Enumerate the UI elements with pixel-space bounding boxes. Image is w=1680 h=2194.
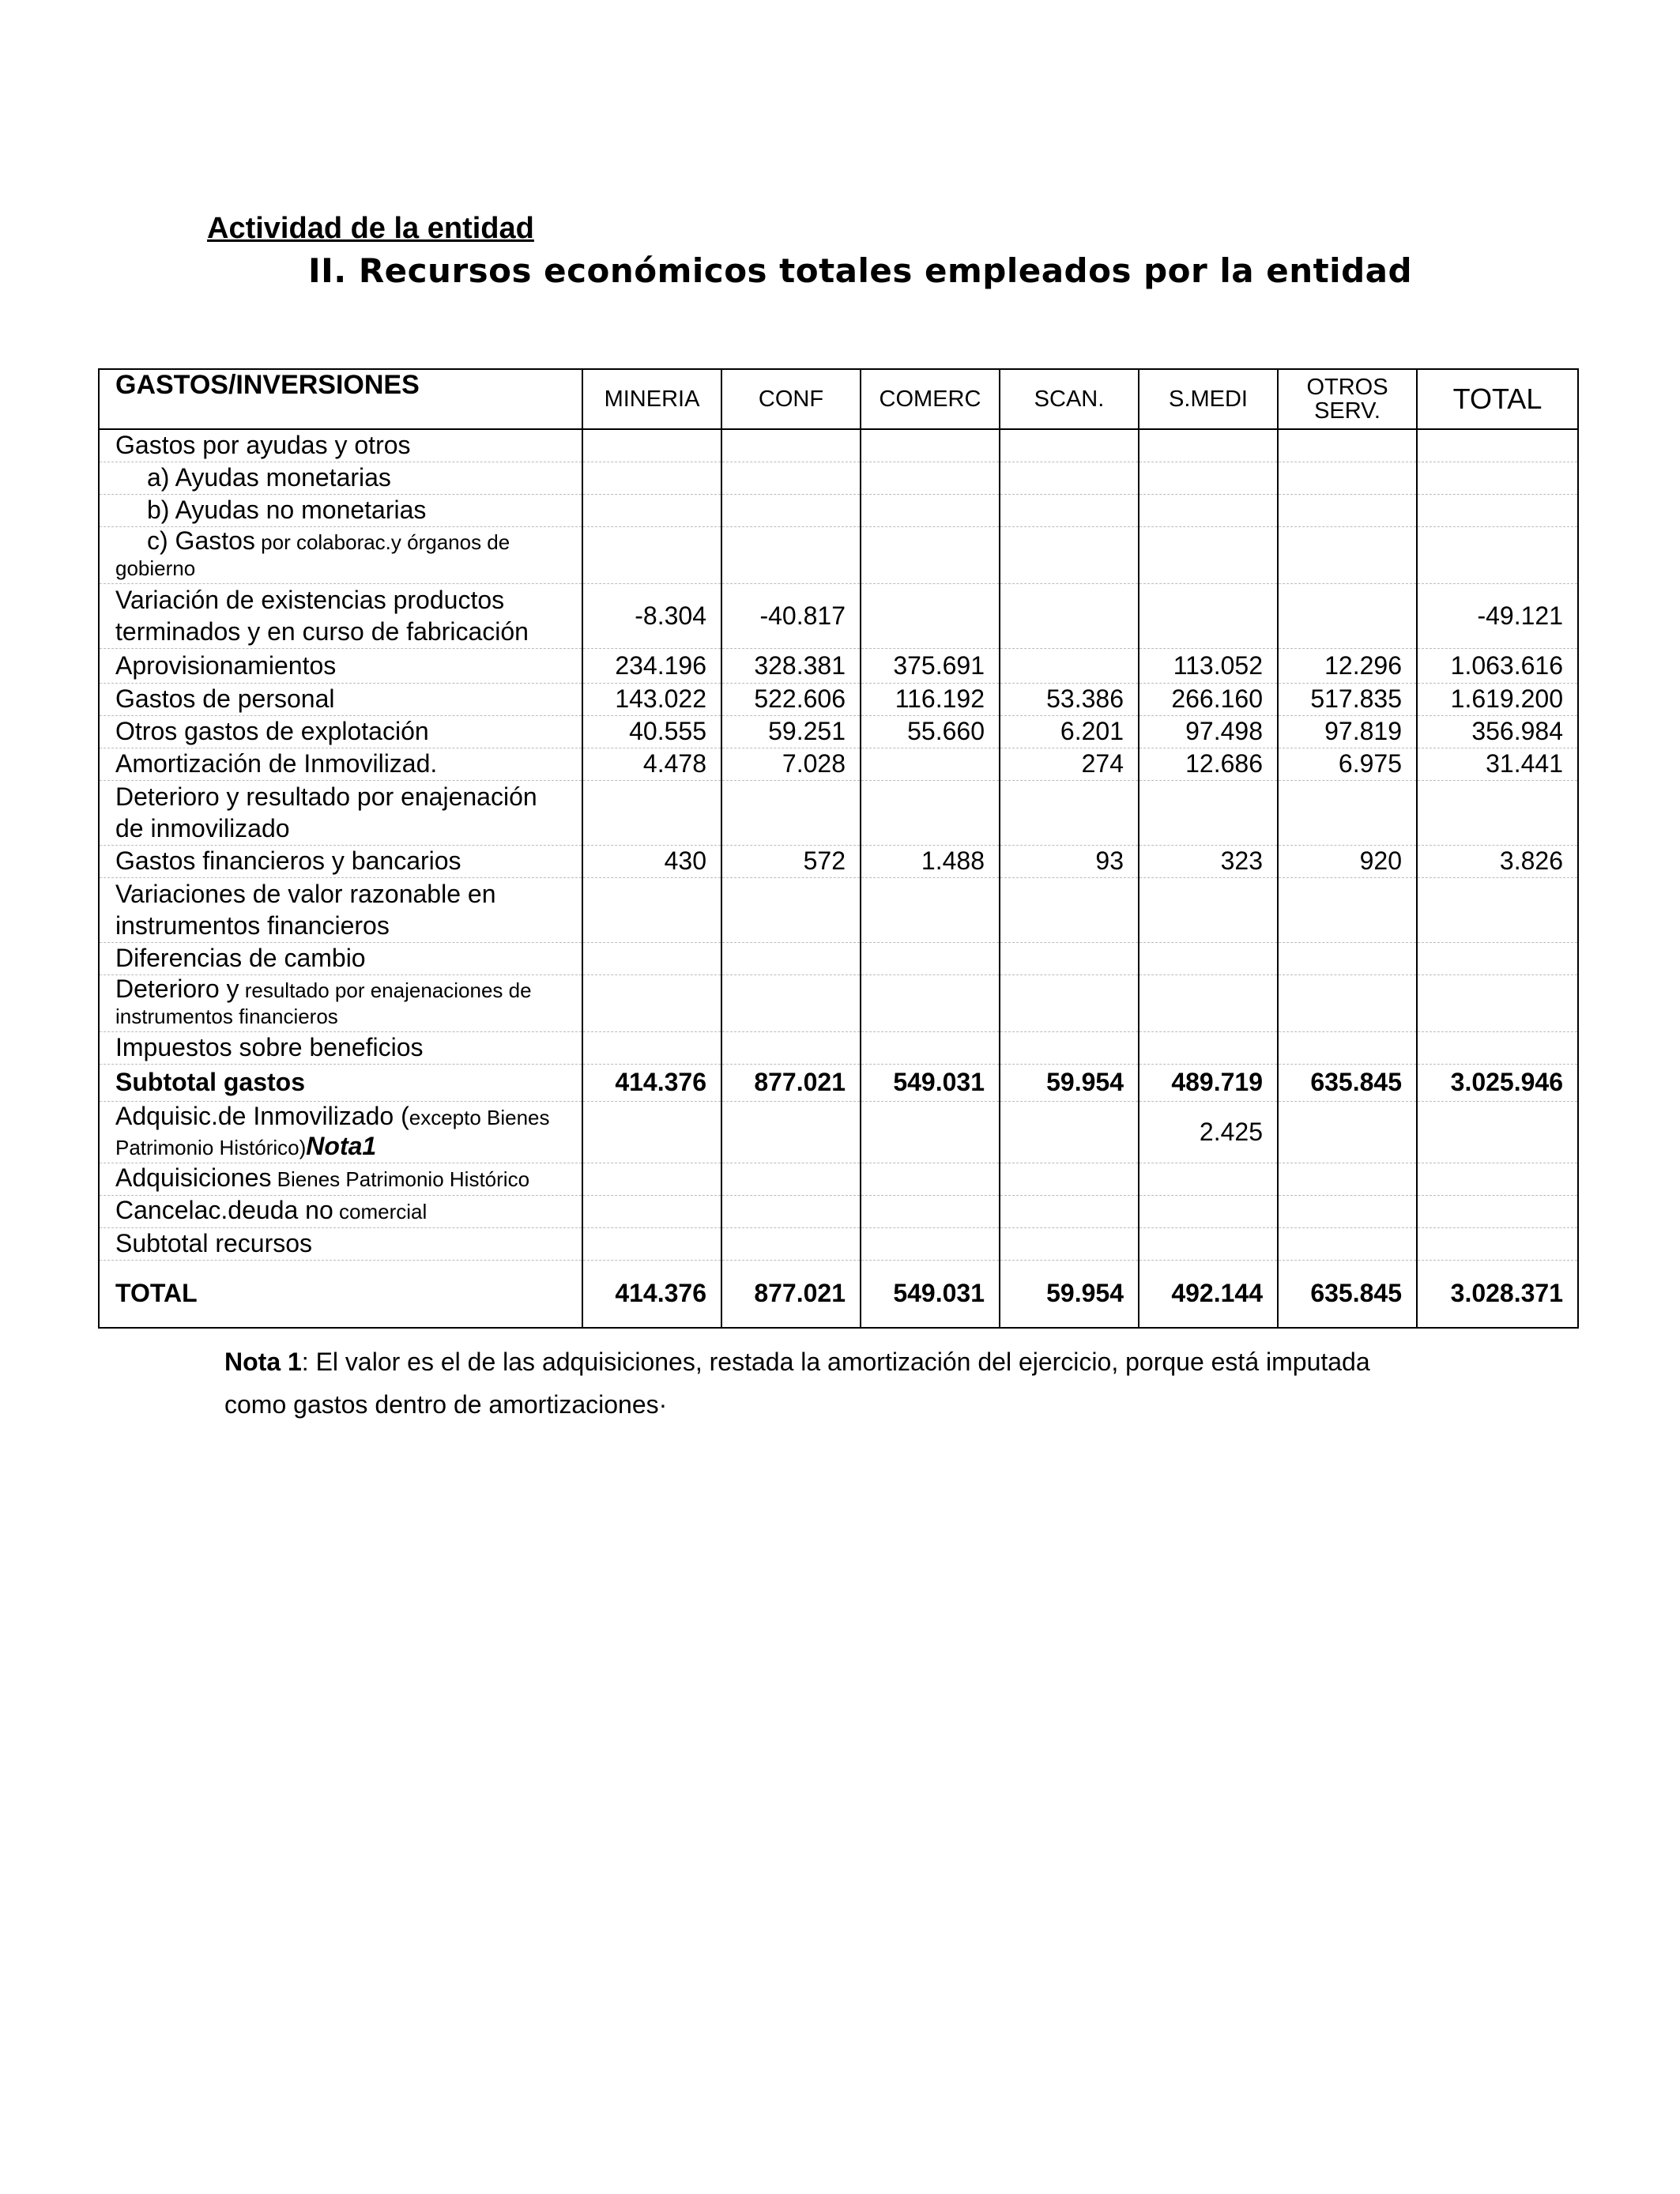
section-subheading: II. Recursos económicos totales empleados por la entidad bbox=[308, 251, 1413, 290]
table-cell: 877.021 bbox=[721, 1064, 861, 1101]
header-otros-serv: OTROS SERV. bbox=[1278, 369, 1417, 429]
table-row-subtotal-gastos bbox=[99, 1064, 1578, 1101]
table-cell bbox=[1417, 429, 1578, 462]
table-row bbox=[99, 462, 1578, 494]
table-cell bbox=[1278, 462, 1417, 494]
table-cell bbox=[1139, 1195, 1278, 1227]
table-cell bbox=[721, 494, 861, 526]
table-cell: -49.121 bbox=[1417, 583, 1578, 648]
row-label: Deterioro y resultado por enajenaciones de instrumentos financieros bbox=[99, 974, 582, 1031]
table-cell bbox=[1278, 974, 1417, 1031]
table-cell: -8.304 bbox=[582, 583, 721, 648]
table-cell bbox=[1278, 1163, 1417, 1195]
table-cell: 53.386 bbox=[1000, 683, 1139, 715]
table-cell bbox=[861, 1227, 1000, 1260]
table-cell: 234.196 bbox=[582, 648, 721, 683]
table-row bbox=[99, 429, 1578, 462]
table-row bbox=[99, 526, 1578, 583]
table-cell: 274 bbox=[1000, 748, 1139, 780]
table-cell: -40.817 bbox=[721, 583, 861, 648]
table-cell bbox=[721, 942, 861, 974]
table-cell bbox=[1278, 1227, 1417, 1260]
table-cell bbox=[1000, 780, 1139, 845]
table-cell: 572 bbox=[721, 845, 861, 877]
table-cell: 356.984 bbox=[1417, 715, 1578, 748]
row-label: Otros gastos de explotación bbox=[99, 715, 582, 748]
table-cell bbox=[1417, 1195, 1578, 1227]
table-cell bbox=[861, 1163, 1000, 1195]
table-cell bbox=[721, 462, 861, 494]
row-label: Deterioro y resultado por enajenación de inmovilizado bbox=[99, 780, 582, 845]
row-label: Cancelac.deuda no comercial bbox=[99, 1195, 582, 1227]
table-cell bbox=[1139, 583, 1278, 648]
table-cell bbox=[1000, 1227, 1139, 1260]
table-row-total bbox=[99, 1260, 1578, 1328]
table-cell bbox=[721, 1227, 861, 1260]
table-cell: 323 bbox=[1139, 845, 1278, 877]
header-conf: CONF bbox=[721, 369, 861, 429]
table-cell: 4.478 bbox=[582, 748, 721, 780]
table-cell bbox=[1139, 780, 1278, 845]
table-cell bbox=[861, 429, 1000, 462]
table-cell bbox=[721, 1163, 861, 1195]
table-cell bbox=[861, 974, 1000, 1031]
section-heading: Actividad de la entidad bbox=[207, 212, 534, 245]
table-cell: 492.144 bbox=[1139, 1260, 1278, 1328]
row-label: Gastos de personal bbox=[99, 683, 582, 715]
table-cell bbox=[1417, 1227, 1578, 1260]
footnote-text: : El valor es el de las adquisiciones, restada la amortización del ejercicio, porque está imputada como gastos dentro de amortizaciones· bbox=[224, 1348, 1370, 1419]
row-label: Adquisic.de Inmovilizado (excepto Bienes Patrimonio Histórico)Nota1 bbox=[99, 1101, 582, 1163]
table-cell bbox=[582, 429, 721, 462]
table-row bbox=[99, 748, 1578, 780]
table-cell bbox=[1139, 942, 1278, 974]
table-row bbox=[99, 942, 1578, 974]
table-row bbox=[99, 683, 1578, 715]
table-row bbox=[99, 1031, 1578, 1064]
footnote bbox=[224, 1340, 1410, 1426]
table-cell: 3.028.371 bbox=[1417, 1260, 1578, 1328]
table-cell bbox=[861, 494, 1000, 526]
table-cell bbox=[1139, 1031, 1278, 1064]
table-cell bbox=[1278, 877, 1417, 942]
table-cell: 59.954 bbox=[1000, 1260, 1139, 1328]
table-cell bbox=[721, 877, 861, 942]
table-row bbox=[99, 494, 1578, 526]
table-cell bbox=[1139, 462, 1278, 494]
table-cell bbox=[1417, 877, 1578, 942]
header-scan: SCAN. bbox=[1000, 369, 1139, 429]
table-cell: 2.425 bbox=[1139, 1101, 1278, 1163]
table-cell bbox=[1139, 429, 1278, 462]
table-cell bbox=[1139, 526, 1278, 583]
table-cell bbox=[582, 942, 721, 974]
table-cell bbox=[721, 974, 861, 1031]
table-cell bbox=[1000, 494, 1139, 526]
table-cell bbox=[861, 583, 1000, 648]
table-cell: 12.686 bbox=[1139, 748, 1278, 780]
table-cell: 1.619.200 bbox=[1417, 683, 1578, 715]
table-cell: 59.251 bbox=[721, 715, 861, 748]
table-cell bbox=[582, 1031, 721, 1064]
table-cell: 635.845 bbox=[1278, 1260, 1417, 1328]
row-label: Adquisiciones Bienes Patrimonio Histórico bbox=[99, 1163, 582, 1195]
table-cell bbox=[721, 780, 861, 845]
table-cell: 55.660 bbox=[861, 715, 1000, 748]
table-cell: 6.201 bbox=[1000, 715, 1139, 748]
table-row bbox=[99, 715, 1578, 748]
resources-table bbox=[98, 368, 1579, 1329]
table-cell bbox=[1000, 648, 1139, 683]
table-cell bbox=[861, 526, 1000, 583]
row-label: Amortización de Inmovilizad. bbox=[99, 748, 582, 780]
table-cell bbox=[1000, 526, 1139, 583]
table-row bbox=[99, 780, 1578, 845]
header-total: TOTAL bbox=[1417, 369, 1578, 429]
table-cell bbox=[1278, 942, 1417, 974]
table-cell bbox=[861, 877, 1000, 942]
table-cell: 328.381 bbox=[721, 648, 861, 683]
table-cell: 3.025.946 bbox=[1417, 1064, 1578, 1101]
table-cell: 522.606 bbox=[721, 683, 861, 715]
table-cell bbox=[1000, 429, 1139, 462]
row-label: Impuestos sobre beneficios bbox=[99, 1031, 582, 1064]
header-comerc: COMERC bbox=[861, 369, 1000, 429]
table-cell bbox=[1278, 429, 1417, 462]
row-label: Diferencias de cambio bbox=[99, 942, 582, 974]
table-cell: 113.052 bbox=[1139, 648, 1278, 683]
table-cell: 414.376 bbox=[582, 1064, 721, 1101]
table-cell bbox=[1000, 1031, 1139, 1064]
row-label: b) Ayudas no monetarias bbox=[99, 494, 582, 526]
table-cell bbox=[582, 526, 721, 583]
table-cell bbox=[1278, 1195, 1417, 1227]
table-cell bbox=[1000, 1163, 1139, 1195]
table-cell: 517.835 bbox=[1278, 683, 1417, 715]
row-label: Variaciones de valor razonable en instrumentos financieros bbox=[99, 877, 582, 942]
table-cell bbox=[1139, 877, 1278, 942]
row-label: TOTAL bbox=[99, 1260, 582, 1328]
header-gastos-inversiones: GASTOS/INVERSIONES bbox=[99, 369, 582, 429]
table-row bbox=[99, 1101, 1578, 1163]
table-cell: 635.845 bbox=[1278, 1064, 1417, 1101]
table-cell: 489.719 bbox=[1139, 1064, 1278, 1101]
table-cell bbox=[1139, 494, 1278, 526]
table-cell bbox=[582, 974, 721, 1031]
table-cell bbox=[1000, 1195, 1139, 1227]
table-cell bbox=[721, 429, 861, 462]
table-cell bbox=[1139, 1227, 1278, 1260]
table-cell: 3.826 bbox=[1417, 845, 1578, 877]
table-cell bbox=[582, 494, 721, 526]
table-cell bbox=[1417, 526, 1578, 583]
table-cell: 7.028 bbox=[721, 748, 861, 780]
table-cell bbox=[1278, 1031, 1417, 1064]
table-row bbox=[99, 1163, 1578, 1195]
table-cell: 266.160 bbox=[1139, 683, 1278, 715]
table-cell: 549.031 bbox=[861, 1064, 1000, 1101]
table-cell bbox=[1417, 780, 1578, 845]
table-cell bbox=[1000, 1101, 1139, 1163]
table-cell bbox=[582, 877, 721, 942]
table-cell bbox=[1000, 877, 1139, 942]
table-cell: 549.031 bbox=[861, 1260, 1000, 1328]
table-cell bbox=[1417, 1163, 1578, 1195]
table-row bbox=[99, 648, 1578, 683]
table-cell: 59.954 bbox=[1000, 1064, 1139, 1101]
table-cell bbox=[1139, 974, 1278, 1031]
table-cell bbox=[1278, 526, 1417, 583]
table-row bbox=[99, 974, 1578, 1031]
table-cell bbox=[1417, 974, 1578, 1031]
table-cell: 375.691 bbox=[861, 648, 1000, 683]
table-cell bbox=[1417, 1031, 1578, 1064]
table-cell bbox=[861, 1101, 1000, 1163]
table-cell bbox=[582, 1227, 721, 1260]
table-cell bbox=[1139, 1163, 1278, 1195]
table-cell: 920 bbox=[1278, 845, 1417, 877]
table-cell bbox=[1417, 942, 1578, 974]
table-cell bbox=[582, 1195, 721, 1227]
table-cell bbox=[1000, 583, 1139, 648]
row-label: Subtotal gastos bbox=[99, 1064, 582, 1101]
row-label: Aprovisionamientos bbox=[99, 648, 582, 683]
row-label: Subtotal recursos bbox=[99, 1227, 582, 1260]
table-cell bbox=[721, 1101, 861, 1163]
table-cell bbox=[1278, 583, 1417, 648]
row-label: c) Gastos por colaborac.y órganos de gobierno bbox=[99, 526, 582, 583]
table-cell: 1.488 bbox=[861, 845, 1000, 877]
table-cell: 414.376 bbox=[582, 1260, 721, 1328]
table-row bbox=[99, 845, 1578, 877]
table-cell: 40.555 bbox=[582, 715, 721, 748]
table-cell bbox=[582, 1163, 721, 1195]
table-cell bbox=[582, 780, 721, 845]
table-cell bbox=[721, 1195, 861, 1227]
table-cell bbox=[1417, 1101, 1578, 1163]
header-smedi: S.MEDI bbox=[1139, 369, 1278, 429]
row-label: Gastos financieros y bancarios bbox=[99, 845, 582, 877]
table-cell bbox=[861, 780, 1000, 845]
table-cell: 31.441 bbox=[1417, 748, 1578, 780]
table-header-row bbox=[99, 369, 1578, 429]
table-cell bbox=[1000, 462, 1139, 494]
table-cell bbox=[1278, 494, 1417, 526]
table-cell bbox=[861, 942, 1000, 974]
table-row bbox=[99, 1227, 1578, 1260]
table-cell: 877.021 bbox=[721, 1260, 861, 1328]
table-row bbox=[99, 583, 1578, 648]
table-cell bbox=[861, 748, 1000, 780]
row-label: Variación de existencias productos terminados y en curso de fabricación bbox=[99, 583, 582, 648]
table-cell: 430 bbox=[582, 845, 721, 877]
table-cell: 93 bbox=[1000, 845, 1139, 877]
table-cell: 97.498 bbox=[1139, 715, 1278, 748]
table-row bbox=[99, 877, 1578, 942]
table-cell bbox=[721, 1031, 861, 1064]
table-cell bbox=[1278, 780, 1417, 845]
table-cell bbox=[582, 462, 721, 494]
table-cell bbox=[1278, 1101, 1417, 1163]
table-cell: 97.819 bbox=[1278, 715, 1417, 748]
table-cell: 6.975 bbox=[1278, 748, 1417, 780]
table-cell bbox=[861, 1195, 1000, 1227]
table-row bbox=[99, 1195, 1578, 1227]
footnote-key: Nota 1 bbox=[224, 1348, 302, 1376]
table-cell: 1.063.616 bbox=[1417, 648, 1578, 683]
table-cell: 12.296 bbox=[1278, 648, 1417, 683]
table-cell bbox=[1000, 942, 1139, 974]
table-cell bbox=[1417, 494, 1578, 526]
table-cell: 143.022 bbox=[582, 683, 721, 715]
row-label: a) Ayudas monetarias bbox=[99, 462, 582, 494]
table-cell bbox=[1000, 974, 1139, 1031]
table-cell: 116.192 bbox=[861, 683, 1000, 715]
table-cell bbox=[582, 1101, 721, 1163]
header-mineria: MINERIA bbox=[582, 369, 721, 429]
table-cell bbox=[861, 1031, 1000, 1064]
table-cell bbox=[1417, 462, 1578, 494]
table-cell bbox=[721, 526, 861, 583]
table-cell bbox=[861, 462, 1000, 494]
row-label: Gastos por ayudas y otros bbox=[99, 429, 582, 462]
